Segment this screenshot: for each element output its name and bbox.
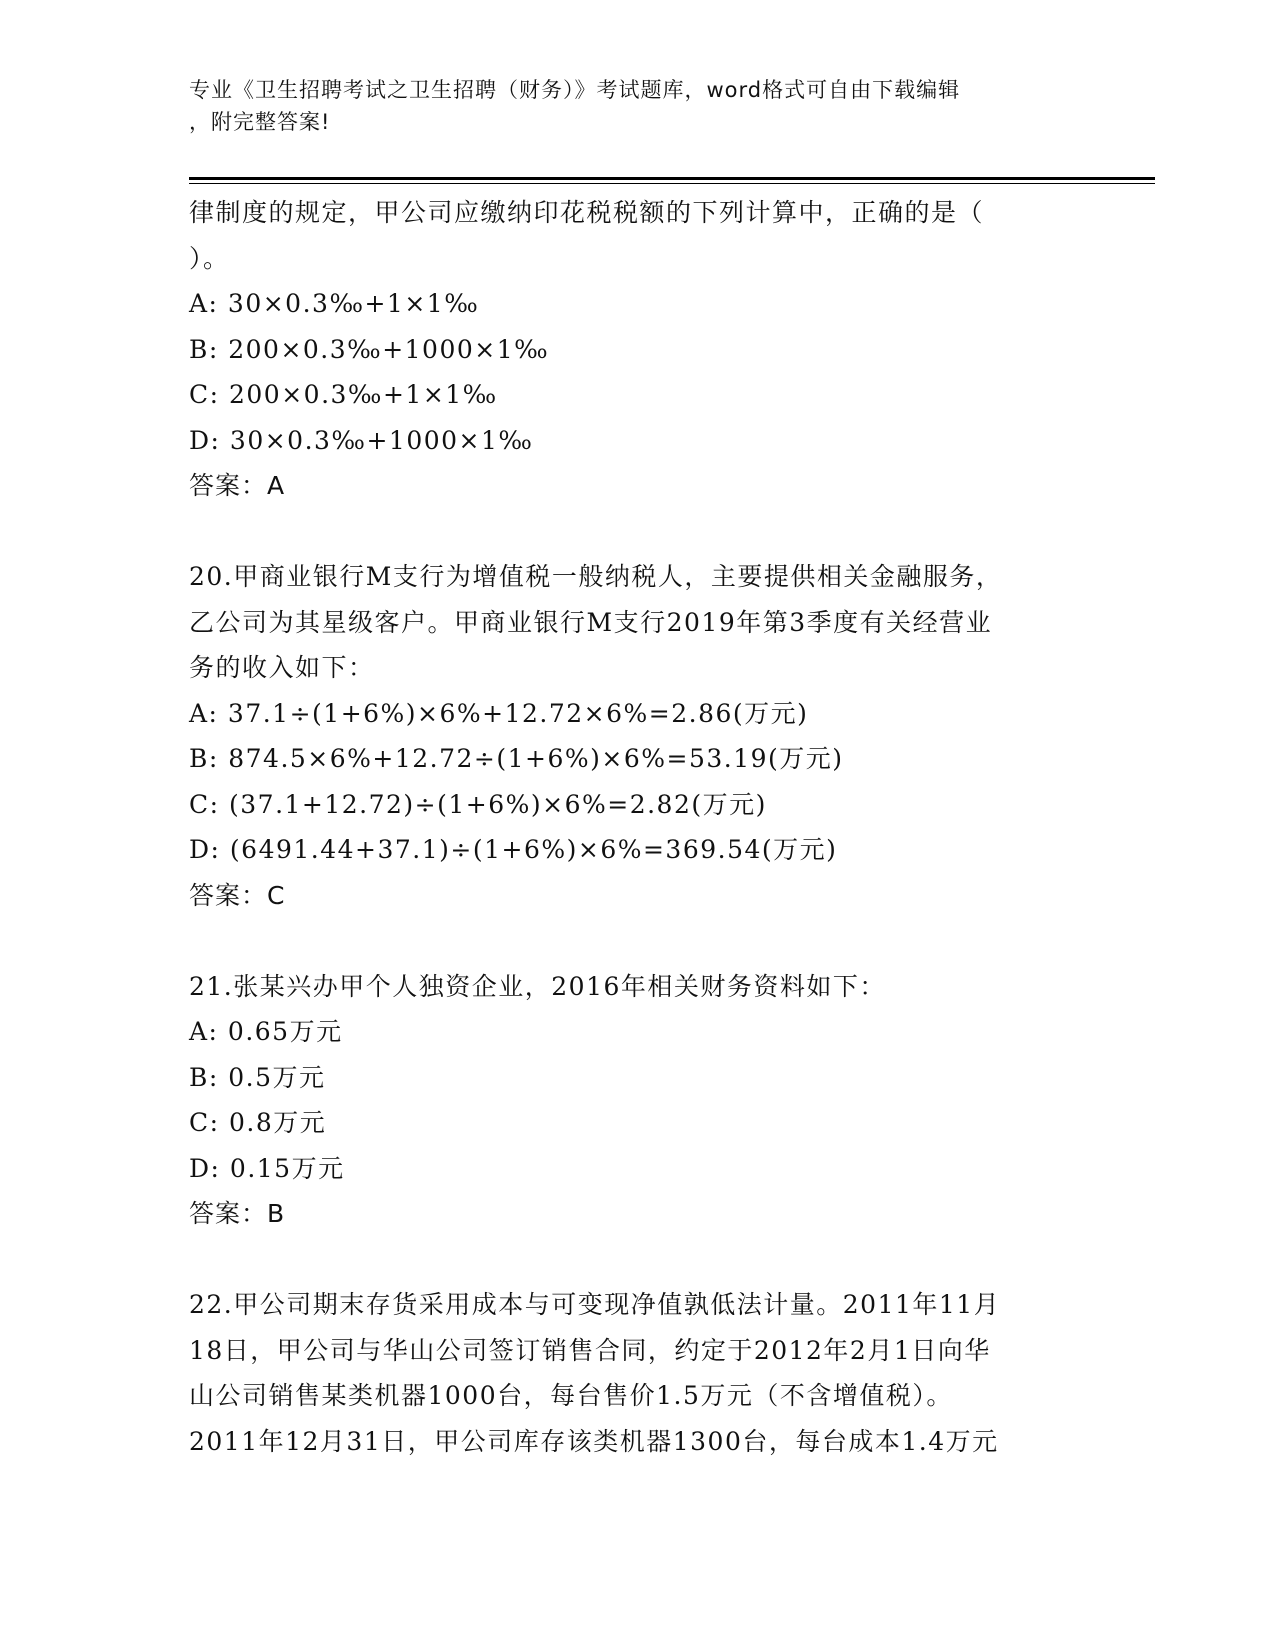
option-a: A: 30×0.3‰+1×1‰	[189, 289, 480, 318]
option-b: B: 874.5×6%+12.72÷(1+6%)×6%=53.19(万元)	[189, 744, 844, 773]
question-21	[189, 964, 1089, 1237]
answer-line: 答案：C	[189, 880, 286, 910]
option-b: B: 0.5万元	[189, 1062, 326, 1092]
answer-line: 答案：B	[189, 1199, 286, 1228]
question-19	[189, 190, 1089, 509]
question-stem-line: 2011年12月31日，甲公司库存该类机器1300台，每台成本1.4万元	[189, 1426, 999, 1456]
question-20	[189, 554, 1089, 918]
question-22	[189, 1282, 1089, 1464]
question-stem-line: 律制度的规定，甲公司应缴纳印花税税额的下列计算中，正确的是（	[189, 198, 985, 227]
question-stem-line: 20.甲商业银行M支行为增值税一般纳税人，主要提供相关金融服务，	[189, 562, 1003, 591]
question-list	[189, 190, 1089, 1464]
question-stem-line: 22.甲公司期末存货采用成本与可变现净值孰低法计量。2011年11月	[189, 1290, 1001, 1319]
option-c: C: (37.1+12.72)÷(1+6%)×6%=2.82(万元)	[189, 789, 767, 819]
question-stem-line: 21.张某兴办甲个人独资企业，2016年相关财务资料如下：	[189, 971, 886, 1001]
spacer	[189, 509, 1089, 555]
spacer	[189, 1237, 1089, 1283]
document-header	[189, 74, 1069, 138]
question-stem-line: 乙公司为其星级客户。甲商业银行M支行2019年第3季度有关经营业	[189, 607, 993, 637]
question-stem-line: 务的收入如下：	[189, 653, 375, 682]
option-c: C: 0.8万元	[189, 1108, 327, 1137]
option-d: D: 0.15万元	[189, 1153, 345, 1183]
option-c: C: 200×0.3‰+1×1‰	[189, 380, 498, 409]
header-line-1: 专业《卫生招聘考试之卫生招聘（财务）》考试题库，word格式可自由下载编辑	[189, 78, 961, 102]
spacer	[189, 918, 1089, 964]
question-stem-line: ）。	[189, 243, 230, 273]
answer-line: 答案：A	[189, 471, 286, 500]
option-d: D: (6491.44+37.1)÷(1+6%)×6%=369.54(万元)	[189, 835, 838, 864]
option-a: A: 0.65万元	[189, 1017, 343, 1046]
option-d: D: 30×0.3‰+1000×1‰	[189, 425, 534, 455]
option-a: A: 37.1÷(1+6%)×6%+12.72×6%=2.86(万元)	[189, 698, 809, 728]
header-line-2: ，附完整答案!	[189, 110, 331, 134]
question-stem-line: 18日，甲公司与华山公司签订销售合同，约定于2012年2月1日向华	[189, 1335, 991, 1365]
header-rule-thin	[189, 183, 1155, 184]
question-stem-line: 山公司销售某类机器1000台，每台售价1.5万元（不含增值税）。	[189, 1381, 953, 1410]
option-b: B: 200×0.3‰+1000×1‰	[189, 334, 550, 364]
header-rule-thick	[189, 177, 1155, 180]
